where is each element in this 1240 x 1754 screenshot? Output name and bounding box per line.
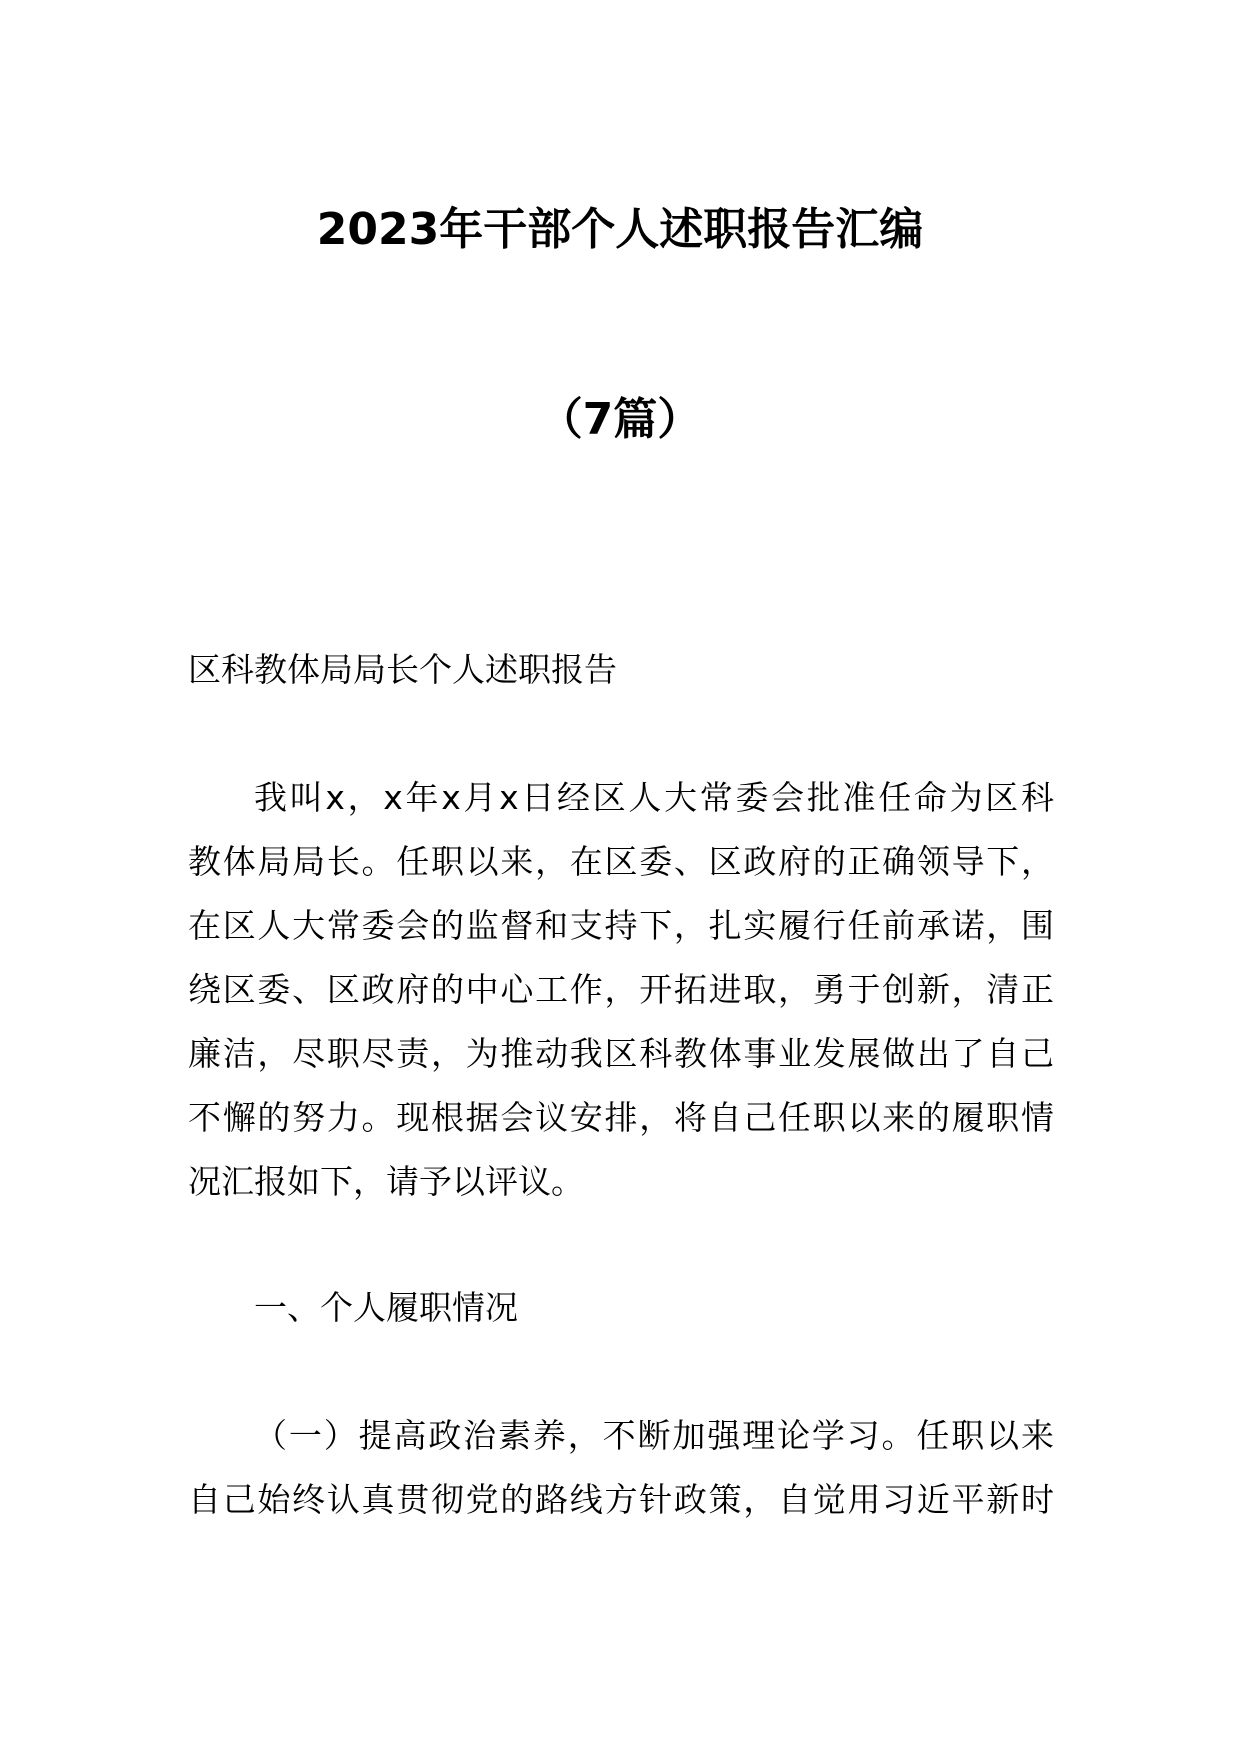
paragraph-line: 在区人大常委会的监督和支持下，扎实履行任前承诺，围 — [188, 906, 1054, 945]
section-paragraph — [188, 1404, 1054, 1532]
document-title: 2023年干部个人述职报告汇编 — [316, 204, 924, 255]
section-heading: 一、个人履职情况 — [254, 1288, 518, 1327]
paragraph-line: 我叫x，x年x月x日经区人大常委会批准任命为区科 — [254, 778, 1054, 817]
intro-paragraph — [188, 766, 1054, 1214]
paragraph-line: 况汇报如下，请予以评议。 — [188, 1162, 584, 1201]
paragraph-line: 不懈的努力。现根据会议安排，将自己任职以来的履职情 — [188, 1098, 1054, 1137]
paragraph-line: 绕区委、区政府的中心工作，开拓进取，勇于创新，清正 — [188, 970, 1054, 1009]
report-title: 区科教体局局长个人述职报告 — [188, 650, 617, 689]
paragraph-line: （一）提高政治素养，不断加强理论学习。任职以来 — [254, 1416, 1054, 1455]
paragraph-line: 教体局局长。任职以来，在区委、区政府的正确领导下， — [188, 842, 1054, 881]
paragraph-line: 廉洁，尽职尽责，为推动我区科教体事业发展做出了自己 — [188, 1034, 1054, 1073]
paragraph-line: 自己始终认真贯彻党的路线方针政策，自觉用习近平新时 — [188, 1480, 1054, 1519]
document-subtitle: （7篇） — [538, 394, 702, 445]
